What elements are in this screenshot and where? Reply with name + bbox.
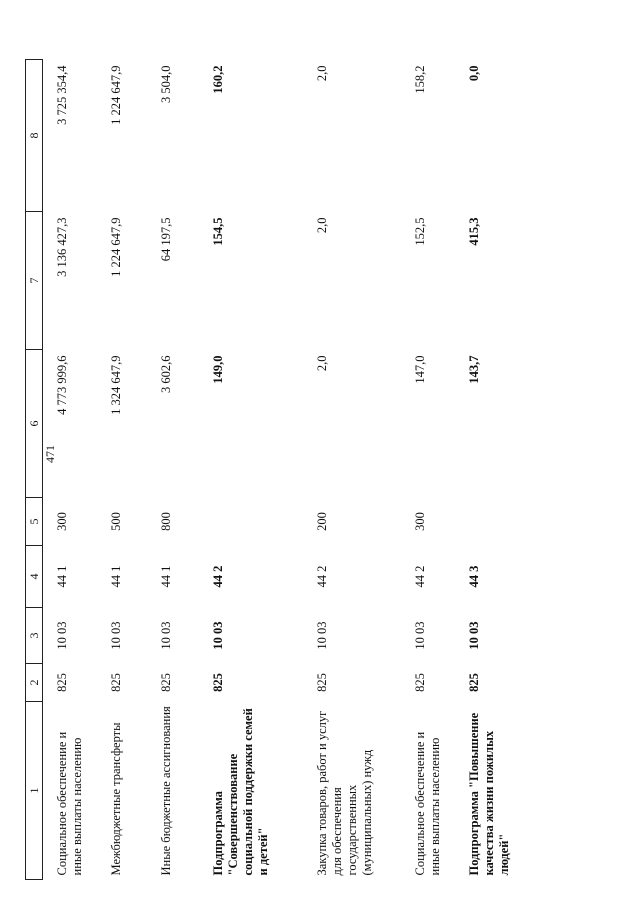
row-label: Иные бюджетные ассигнования bbox=[159, 706, 173, 876]
table-row bbox=[455, 60, 537, 880]
header-cell: 1 bbox=[26, 702, 43, 880]
table-cell: 10 03 bbox=[55, 621, 69, 650]
table-cell: 4 773 999,6 bbox=[55, 355, 69, 415]
table-cell: 10 03 bbox=[211, 621, 225, 650]
table-cell: 1 224 647,9 bbox=[109, 65, 123, 125]
table-cell: 2,0 bbox=[315, 355, 329, 372]
table-cell: 64 197,5 bbox=[159, 217, 173, 262]
row-label: Подпрограмма "Совершенствование социальной поддержки семей и детей" bbox=[211, 708, 270, 876]
table-cell: 825 bbox=[467, 673, 481, 692]
table-row bbox=[199, 60, 303, 880]
table-row bbox=[303, 60, 401, 880]
table-cell: 3 136 427,3 bbox=[55, 217, 69, 277]
table-cell: 825 bbox=[159, 673, 173, 692]
page-number: 471 bbox=[43, 445, 57, 463]
table-cell bbox=[455, 498, 537, 546]
row-label: Закупка товаров, работ и услуг для обеспечения государственных (муниципальных) нужд bbox=[315, 710, 374, 876]
header-cell: 4 bbox=[26, 546, 43, 608]
table-cell: 44 2 bbox=[211, 565, 225, 588]
table-cell: 200 bbox=[315, 512, 329, 531]
table-row bbox=[401, 60, 455, 880]
header-cell: 6 bbox=[26, 350, 43, 498]
table-cell bbox=[199, 498, 303, 546]
table-cell: 10 03 bbox=[315, 621, 329, 650]
header-cell: 8 bbox=[26, 60, 43, 212]
table-cell: 143,7 bbox=[467, 355, 481, 384]
row-label: Межбюджетные трансферты bbox=[109, 722, 123, 876]
table-cell: 3 602,6 bbox=[159, 355, 173, 393]
table-cell: 152,5 bbox=[413, 217, 427, 246]
row-label: Подпрограмма "Повышение качества жизни пожилых людей" bbox=[467, 712, 511, 876]
table-cell: 154,5 bbox=[211, 217, 225, 246]
table-row bbox=[147, 60, 199, 880]
table-cell: 158,2 bbox=[413, 65, 427, 94]
table-cell: 160,2 bbox=[211, 65, 225, 94]
table-cell: 825 bbox=[211, 673, 225, 692]
table-cell: 44 3 bbox=[467, 565, 481, 588]
row-label: Социальное обеспечение и иные выплаты населению bbox=[55, 731, 84, 876]
table-cell: 2,0 bbox=[315, 65, 329, 82]
table-row bbox=[43, 60, 98, 880]
table-cell: 300 bbox=[413, 512, 427, 531]
table-cell: 44 2 bbox=[315, 565, 329, 588]
table-cell: 500 bbox=[109, 512, 123, 531]
table-cell: 10 03 bbox=[109, 621, 123, 650]
table-header-row bbox=[26, 60, 43, 880]
table-row bbox=[97, 60, 147, 880]
table-cell: 1 224 647,9 bbox=[109, 217, 123, 277]
header-cell: 5 bbox=[26, 498, 43, 546]
table-cell: 44 1 bbox=[109, 565, 123, 588]
row-label: Социальное обеспечение и иные выплаты населению bbox=[413, 731, 442, 876]
table-cell: 10 03 bbox=[159, 621, 173, 650]
header-cell: 2 bbox=[26, 664, 43, 702]
table-cell: 149,0 bbox=[211, 355, 225, 384]
table-cell: 0,0 bbox=[467, 65, 481, 82]
table-cell: 825 bbox=[109, 673, 123, 692]
budget-table bbox=[25, 59, 537, 880]
table-cell: 3 725 354,4 bbox=[55, 65, 69, 125]
header-cell: 3 bbox=[26, 608, 43, 664]
budget-table-rotated bbox=[25, 60, 570, 880]
table-cell: 44 1 bbox=[159, 565, 173, 588]
table-cell: 147,0 bbox=[413, 355, 427, 384]
table-cell: 825 bbox=[413, 673, 427, 692]
table-cell: 825 bbox=[315, 673, 329, 692]
table-cell: 44 1 bbox=[55, 565, 69, 588]
table-cell: 44 2 bbox=[413, 565, 427, 588]
table-cell: 415,3 bbox=[467, 217, 481, 246]
table-cell: 1 324 647,9 bbox=[109, 355, 123, 415]
table-cell: 10 03 bbox=[467, 621, 481, 650]
table-cell: 300 bbox=[55, 512, 69, 531]
table-cell: 800 bbox=[159, 512, 173, 531]
table-cell: 825 bbox=[55, 673, 69, 692]
header-cell: 7 bbox=[26, 212, 43, 350]
table-cell: 2,0 bbox=[315, 217, 329, 234]
table-cell: 3 504,0 bbox=[159, 65, 173, 103]
table-cell: 10 03 bbox=[413, 621, 427, 650]
